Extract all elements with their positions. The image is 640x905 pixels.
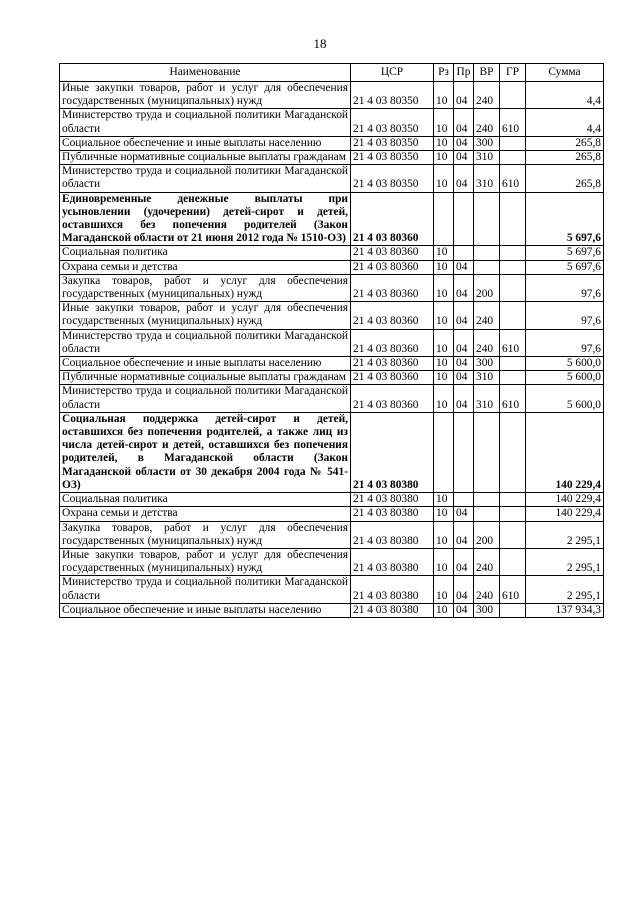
table-row	[60, 576, 604, 603]
cell-vr	[474, 493, 500, 507]
cell-vr: 240	[474, 548, 500, 575]
header-name: Наименование	[60, 64, 351, 82]
cell-name: Министерство труда и социальной политики Магаданской области	[60, 385, 351, 412]
cell-vr	[474, 260, 500, 274]
cell-gr	[500, 151, 526, 165]
table-row	[60, 329, 604, 356]
cell-csr: 21 4 03 80360	[351, 371, 434, 385]
cell-csr: 21 4 03 80350	[351, 151, 434, 165]
cell-rz: 10	[434, 548, 454, 575]
header-sum: Сумма	[526, 64, 604, 82]
cell-vr	[474, 246, 500, 260]
table-row	[60, 385, 604, 412]
cell-csr: 21 4 03 80360	[351, 302, 434, 329]
cell-csr: 21 4 03 80380	[351, 507, 434, 521]
cell-pr: 04	[454, 603, 474, 617]
cell-name: Иные закупки товаров, работ и услуг для обеспечения государственных (муниципальных) нужд	[60, 82, 351, 109]
cell-rz: 10	[434, 136, 454, 150]
cell-rz: 10	[434, 109, 454, 136]
cell-pr: 04	[454, 357, 474, 371]
cell-sum: 4,4	[526, 82, 604, 109]
cell-rz	[434, 412, 454, 492]
table-row	[60, 246, 604, 260]
cell-vr: 200	[474, 274, 500, 301]
cell-pr: 04	[454, 329, 474, 356]
cell-gr	[500, 357, 526, 371]
table-row	[60, 507, 604, 521]
table-body	[60, 82, 604, 618]
cell-sum: 5 600,0	[526, 357, 604, 371]
cell-name: Иные закупки товаров, работ и услуг для обеспечения государственных (муниципальных) нужд	[60, 548, 351, 575]
cell-vr	[474, 192, 500, 246]
cell-gr	[500, 603, 526, 617]
cell-sum: 5 697,6	[526, 192, 604, 246]
table-row	[60, 603, 604, 617]
cell-sum: 4,4	[526, 109, 604, 136]
cell-csr: 21 4 03 80360	[351, 246, 434, 260]
table-row	[60, 371, 604, 385]
cell-gr	[500, 548, 526, 575]
cell-gr	[500, 82, 526, 109]
cell-rz: 10	[434, 507, 454, 521]
cell-vr: 240	[474, 329, 500, 356]
cell-rz: 10	[434, 521, 454, 548]
cell-rz: 10	[434, 246, 454, 260]
table-row	[60, 136, 604, 150]
cell-vr: 240	[474, 109, 500, 136]
cell-pr: 04	[454, 385, 474, 412]
cell-vr: 240	[474, 576, 500, 603]
cell-sum: 2 295,1	[526, 521, 604, 548]
cell-rz: 10	[434, 274, 454, 301]
cell-name: Министерство труда и социальной политики Магаданской области	[60, 109, 351, 136]
cell-name: Единовременные денежные выплаты при усыновлении (удочерении) детей-сирот и детей, оставшихся без попечения родителей (Закон Магаданской области от 21 июня 2012 года № 1510-ОЗ)	[60, 192, 351, 246]
cell-gr: 610	[500, 329, 526, 356]
table-row	[60, 357, 604, 371]
cell-csr: 21 4 03 80350	[351, 136, 434, 150]
header-rz: Рз	[434, 64, 454, 82]
cell-rz: 10	[434, 165, 454, 192]
cell-vr: 300	[474, 357, 500, 371]
cell-vr: 310	[474, 165, 500, 192]
cell-name: Министерство труда и социальной политики Магаданской области	[60, 165, 351, 192]
table-row	[60, 192, 604, 246]
cell-name: Социальное обеспечение и иные выплаты населению	[60, 136, 351, 150]
cell-vr: 200	[474, 521, 500, 548]
cell-gr	[500, 493, 526, 507]
cell-pr	[454, 192, 474, 246]
cell-sum: 140 229,4	[526, 493, 604, 507]
cell-gr: 610	[500, 576, 526, 603]
cell-sum: 265,8	[526, 136, 604, 150]
cell-pr: 04	[454, 576, 474, 603]
cell-pr: 04	[454, 302, 474, 329]
cell-name: Социальная поддержка детей-сирот и детей, оставшихся без попечения родителей, а также лиц из числа детей-сирот и детей, оставшихся без попечения родителей, в Магаданской области (Закон Магаданской области от 30 декабря 2004 года № 541-ОЗ)	[60, 412, 351, 492]
table-row	[60, 274, 604, 301]
cell-csr: 21 4 03 80360	[351, 385, 434, 412]
header-vr: ВР	[474, 64, 500, 82]
page-number: 18	[313, 36, 327, 51]
table-row	[60, 260, 604, 274]
cell-name: Социальное обеспечение и иные выплаты населению	[60, 603, 351, 617]
cell-vr: 240	[474, 302, 500, 329]
cell-csr: 21 4 03 80350	[351, 109, 434, 136]
cell-gr	[500, 246, 526, 260]
cell-sum: 265,8	[526, 165, 604, 192]
cell-csr: 21 4 03 80360	[351, 329, 434, 356]
cell-sum: 2 295,1	[526, 576, 604, 603]
header-pr: Пр	[454, 64, 474, 82]
cell-rz: 10	[434, 357, 454, 371]
cell-pr: 04	[454, 260, 474, 274]
cell-vr: 300	[474, 136, 500, 150]
cell-vr	[474, 412, 500, 492]
cell-csr: 21 4 03 80380	[351, 412, 434, 492]
cell-name: Закупка товаров, работ и услуг для обеспечения государственных (муниципальных) нужд	[60, 521, 351, 548]
cell-vr: 310	[474, 385, 500, 412]
header-gr: ГР	[500, 64, 526, 82]
cell-pr: 04	[454, 548, 474, 575]
table-row	[60, 109, 604, 136]
cell-vr	[474, 507, 500, 521]
cell-name: Министерство труда и социальной политики Магаданской области	[60, 576, 351, 603]
cell-vr: 310	[474, 151, 500, 165]
budget-table	[59, 63, 604, 618]
cell-rz: 10	[434, 576, 454, 603]
cell-vr: 300	[474, 603, 500, 617]
cell-gr	[500, 521, 526, 548]
cell-pr: 04	[454, 371, 474, 385]
cell-sum: 5 697,6	[526, 246, 604, 260]
table-row	[60, 165, 604, 192]
cell-csr: 21 4 03 80350	[351, 82, 434, 109]
cell-rz: 10	[434, 329, 454, 356]
cell-name: Социальная политика	[60, 246, 351, 260]
cell-csr: 21 4 03 80380	[351, 576, 434, 603]
cell-sum: 140 229,4	[526, 412, 604, 492]
table-row	[60, 521, 604, 548]
cell-rz: 10	[434, 151, 454, 165]
cell-name: Публичные нормативные социальные выплаты гражданам	[60, 371, 351, 385]
cell-name: Закупка товаров, работ и услуг для обеспечения государственных (муниципальных) нужд	[60, 274, 351, 301]
cell-rz: 10	[434, 260, 454, 274]
table-row	[60, 302, 604, 329]
table-header	[60, 64, 604, 82]
table-row	[60, 82, 604, 109]
cell-sum: 97,6	[526, 329, 604, 356]
cell-gr	[500, 371, 526, 385]
cell-pr: 04	[454, 136, 474, 150]
table-row	[60, 151, 604, 165]
cell-gr	[500, 412, 526, 492]
cell-pr: 04	[454, 274, 474, 301]
cell-rz	[434, 192, 454, 246]
cell-name: Министерство труда и социальной политики Магаданской области	[60, 329, 351, 356]
cell-rz: 10	[434, 385, 454, 412]
cell-gr	[500, 274, 526, 301]
cell-pr: 04	[454, 165, 474, 192]
cell-sum: 97,6	[526, 302, 604, 329]
cell-rz: 10	[434, 603, 454, 617]
cell-pr	[454, 412, 474, 492]
cell-pr: 04	[454, 507, 474, 521]
cell-csr: 21 4 03 80350	[351, 165, 434, 192]
cell-sum: 5 600,0	[526, 371, 604, 385]
cell-csr: 21 4 03 80380	[351, 548, 434, 575]
cell-pr	[454, 246, 474, 260]
table-row	[60, 493, 604, 507]
cell-rz: 10	[434, 82, 454, 109]
cell-gr	[500, 136, 526, 150]
cell-gr	[500, 302, 526, 329]
cell-rz: 10	[434, 302, 454, 329]
cell-gr	[500, 192, 526, 246]
cell-rz: 10	[434, 493, 454, 507]
cell-csr: 21 4 03 80380	[351, 493, 434, 507]
cell-gr	[500, 507, 526, 521]
cell-csr: 21 4 03 80380	[351, 521, 434, 548]
cell-sum: 97,6	[526, 274, 604, 301]
cell-sum: 265,8	[526, 151, 604, 165]
cell-vr: 310	[474, 371, 500, 385]
cell-name: Публичные нормативные социальные выплаты гражданам	[60, 151, 351, 165]
cell-pr: 04	[454, 521, 474, 548]
cell-csr: 21 4 03 80380	[351, 603, 434, 617]
cell-csr: 21 4 03 80360	[351, 260, 434, 274]
cell-name: Охрана семьи и детства	[60, 507, 351, 521]
cell-rz: 10	[434, 371, 454, 385]
cell-csr: 21 4 03 80360	[351, 357, 434, 371]
cell-name: Иные закупки товаров, работ и услуг для обеспечения государственных (муниципальных) нужд	[60, 302, 351, 329]
table-row	[60, 412, 604, 492]
cell-sum: 140 229,4	[526, 507, 604, 521]
cell-sum: 137 934,3	[526, 603, 604, 617]
cell-name: Социальное обеспечение и иные выплаты населению	[60, 357, 351, 371]
cell-gr: 610	[500, 165, 526, 192]
cell-sum: 5 600,0	[526, 385, 604, 412]
cell-pr: 04	[454, 109, 474, 136]
cell-name: Охрана семьи и детства	[60, 260, 351, 274]
table-row	[60, 548, 604, 575]
cell-gr	[500, 260, 526, 274]
cell-name: Социальная политика	[60, 493, 351, 507]
header-csr: ЦСР	[351, 64, 434, 82]
cell-gr: 610	[500, 109, 526, 136]
cell-csr: 21 4 03 80360	[351, 192, 434, 246]
cell-csr: 21 4 03 80360	[351, 274, 434, 301]
cell-vr: 240	[474, 82, 500, 109]
cell-sum: 5 697,6	[526, 260, 604, 274]
cell-pr: 04	[454, 82, 474, 109]
header-row	[60, 64, 604, 82]
cell-pr	[454, 493, 474, 507]
cell-sum: 2 295,1	[526, 548, 604, 575]
cell-pr: 04	[454, 151, 474, 165]
cell-gr: 610	[500, 385, 526, 412]
